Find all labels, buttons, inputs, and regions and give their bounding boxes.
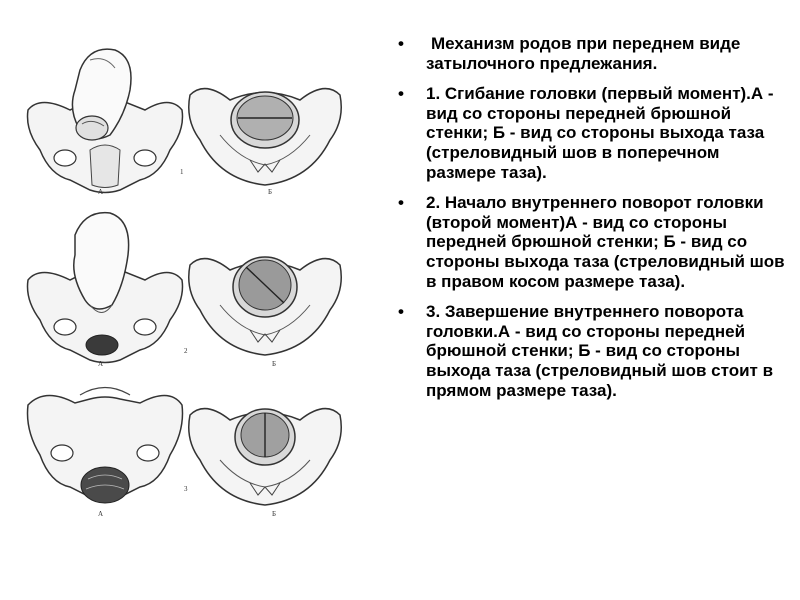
pelvis-front-view-3-illustration	[20, 375, 190, 525]
bullet-item-moment-2	[396, 193, 786, 291]
figure-row-3	[20, 375, 380, 525]
pelvis-front-view-1-illustration	[20, 40, 190, 200]
label-b-row-3: Б	[272, 510, 277, 518]
bullet-text: 2. Начало внутреннего поворот головки (второй момент)А - вид со стороны передней брюшной стенки; Б - вид со стороны выхода таза (стреловидный шов в правом косом размере таза).	[426, 193, 785, 291]
pelvis-front-view-2-illustration	[20, 205, 190, 370]
pelvic-outlet-view-1-illustration	[180, 40, 350, 200]
label-a-row-3: А	[98, 510, 104, 518]
label-a-row-1: А	[98, 188, 104, 196]
bullet-glyph: •	[398, 193, 404, 213]
pelvic-outlet-view-2-illustration	[180, 205, 350, 370]
bullet-glyph: •	[398, 34, 404, 53]
bullet-item-moment-3	[396, 302, 786, 400]
bullet-text: 1. Сгибание головки (первый момент).А - вид со стороны передней брюшной стенки; Б - вид со стороны выхода таза (стреловидный шов в поперечном размере таза).	[426, 84, 774, 182]
label-a-row-2: А	[98, 360, 104, 368]
bullet-item-title	[396, 34, 786, 73]
label-b-row-1: Б	[268, 188, 273, 196]
label-num-row-3: 3	[184, 485, 188, 493]
bullet-glyph: •	[398, 84, 404, 104]
pelvic-outlet-view-3-illustration	[180, 375, 350, 525]
bullet-list	[396, 34, 786, 411]
figure-row-2	[20, 205, 380, 370]
bullet-text: Механизм родов при переднем виде затылочного предлежания.	[426, 34, 741, 73]
label-num-row-1: 1	[180, 168, 184, 176]
bullet-text: 3. Завершение внутреннего поворота головки.А - вид со стороны передней брюшной стенки; Б - вид со стороны выхода таза (стреловидный шов стоит в прямом размере таза).	[426, 302, 774, 400]
label-num-row-2: 2	[184, 347, 188, 355]
figure-row-1	[20, 40, 380, 200]
bullet-glyph: •	[398, 302, 404, 322]
label-b-row-2: Б	[272, 360, 277, 368]
bullet-item-moment-1	[396, 84, 786, 182]
